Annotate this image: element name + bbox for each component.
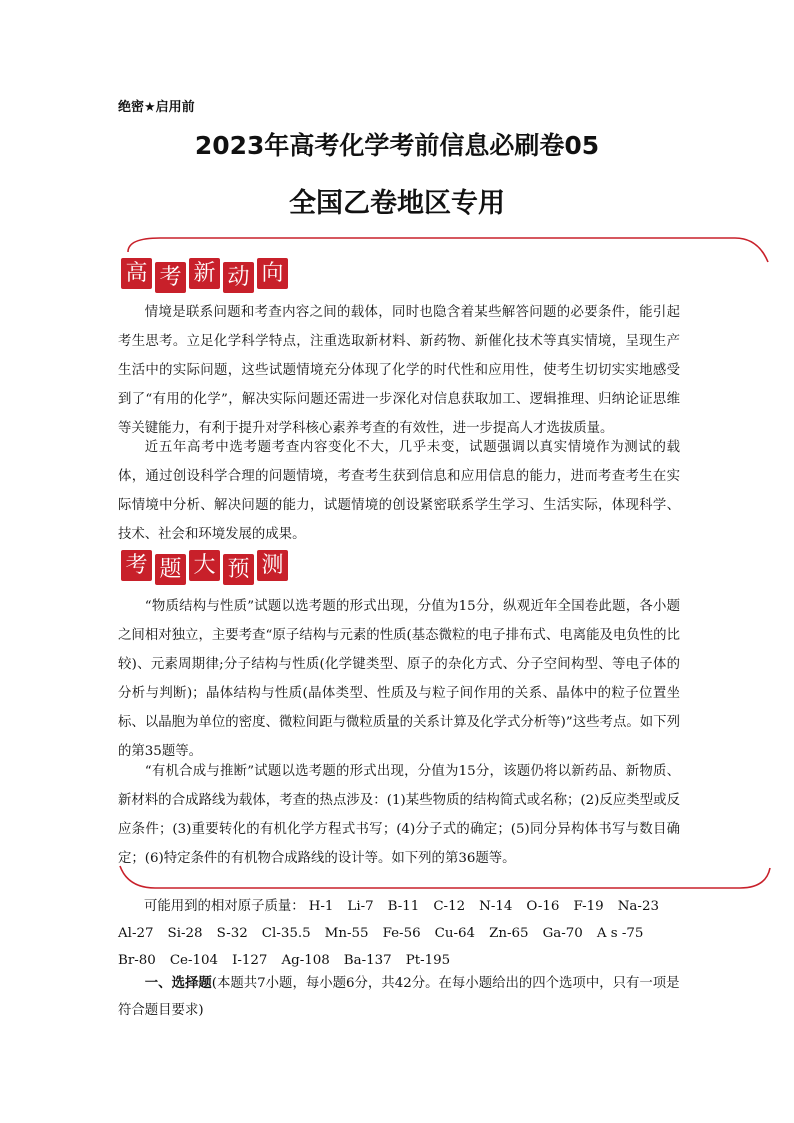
atomic-mass: Na-23: [617, 899, 659, 914]
banner-char: 考: [121, 550, 152, 581]
banner-char: 向: [257, 258, 288, 289]
page-title: 2023年高考化学考前信息必刷卷05: [194, 131, 600, 160]
banner-char: 测: [257, 550, 288, 581]
banner-char: 大: [189, 550, 220, 581]
atomic-mass: Cu-64: [434, 926, 476, 941]
atomic-mass: Br-80: [118, 953, 156, 968]
banner-char: 高: [121, 258, 152, 289]
atomic-mass: Ga-70: [542, 926, 583, 941]
atomic-masses-intro: 可能用到的相对原子质量：: [144, 899, 305, 914]
secret-label: 绝密★启用前: [118, 100, 195, 115]
atomic-mass: Si-28: [167, 926, 203, 941]
atomic-mass: C-12: [433, 899, 466, 914]
atomic-mass: Ce-104: [169, 953, 219, 968]
atomic-mass: H-1: [308, 899, 334, 914]
banner-char: 题: [155, 554, 186, 585]
atomic-mass: Mn-55: [324, 926, 369, 941]
atomic-mass: Al-27: [118, 926, 154, 941]
atomic-mass: S-32: [216, 926, 248, 941]
atomic-mass: Ba-137: [343, 953, 392, 968]
atomic-mass: N-14: [479, 899, 513, 914]
atomic-mass: Pt-195: [405, 953, 451, 968]
question-section-text: (本题共7小题，每小题6分，共42分。在每小题给出的四个选项中，只有一项是符合题目要求): [118, 976, 680, 1018]
paragraph: 情境是联系问题和考查内容之间的载体，同时也隐含着某些解答问题的必要条件，能引起考生思考。立足化学科学特点，注重选取新材料、新药物、新催化技术等真实情境，呈现生产生活中的实际问题，这些试题情境充分体现了化学的时代性和应用性，使考生切切实实地感受到了“有用的化学”，解决实际问题还需进一步深化对信息获取加工、逻辑推理、归纳论证思维等关键能力，有利于提升对学科核心素养考查的有效性，进一步提高人才选拔质量。: [118, 305, 680, 436]
atomic-mass: O-16: [526, 899, 560, 914]
atomic-mass: F-19: [573, 899, 604, 914]
paragraph: 近五年高考中选考题考查内容变化不大，几乎未变，试题强调以真实情境作为测试的载体，通过创设科学合理的问题情境，考查考生获到信息和应用信息的能力，进而考查考生在实际情境中分析、解决问题的能力，试题情境的创设紧密联系学生学习、生活实际，体现科学、技术、社会和环境发展的成果。: [118, 440, 680, 542]
banner-exam-trends: [121, 258, 288, 293]
atomic-mass: Fe-56: [382, 926, 421, 941]
paragraph: “有机合成与推断”试题以选考题的形式出现，分值为15分，该题仍将以新药品、新物质、新材料的合成路线为载体，考查的热点涉及：(1)某些物质的结构简式或名称；(2)反应类型或反应条件；(3)重要转化的有机化学方程式书写；(4)分子式的确定；(5)同分异构体书写与数目确定；(6)特定条件的有机物合成路线的设计等。如下列的第36题等。: [118, 764, 680, 866]
atomic-mass: I-127: [232, 953, 268, 968]
banner-char: 预: [223, 554, 254, 585]
page-subtitle: 全国乙卷地区专用: [289, 188, 505, 219]
atomic-mass: A s -75: [596, 926, 644, 941]
banner-char: 新: [189, 258, 220, 289]
banner-char: 考: [155, 262, 186, 293]
banner-char: 动: [223, 262, 254, 293]
atomic-masses: [118, 893, 680, 974]
atomic-mass: Ag-108: [281, 953, 330, 968]
atomic-mass: B-11: [387, 899, 420, 914]
atomic-mass: Zn-65: [489, 926, 529, 941]
question-section-heading: 一、选择题: [144, 975, 212, 991]
paragraph: “物质结构与性质”试题以选考题的形式出现，分值为15分，纵观近年全国卷此题，各小题之间相对独立，主要考查“原子结构与元素的性质(基态微粒的电子排布式、电离能及电负性的比较)、元素周期律;分子结构与性质(化学键类型、原子的杂化方式、分子空间构型、等电子体的分析与判断)；晶体结构与性质(晶体类型、性质及与粒子间作用的关系、晶体中的粒子位置坐标、以晶胞为单位的密度、微粒间距与微粒质量的关系计算及化学式分析等)”这些考点。如下列的第35题等。: [118, 599, 680, 759]
atomic-mass: Li-7: [347, 899, 374, 914]
atomic-mass: Cl-35.5: [261, 926, 311, 941]
banner-exam-predictions: [121, 550, 288, 585]
question-section-intro: [118, 970, 680, 1024]
